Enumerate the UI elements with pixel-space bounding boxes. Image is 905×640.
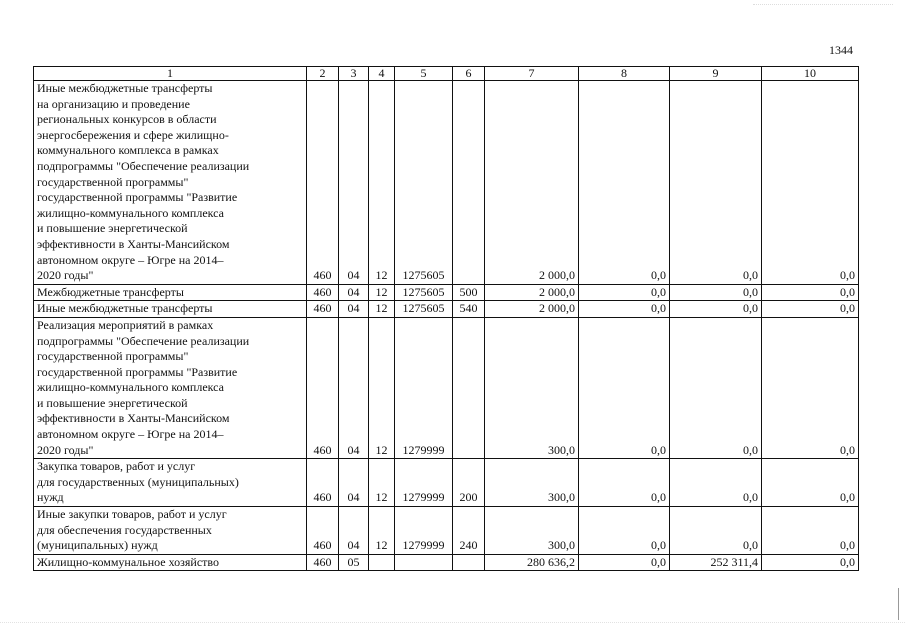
amount-col-9: 252 311,4 <box>670 554 762 571</box>
row-name-line: жилищно-коммунального комплекса <box>37 205 224 220</box>
target-article-code: 1275605 <box>395 81 453 285</box>
expense-type-code: 240 <box>453 507 485 555</box>
target-article-code: 1279999 <box>395 507 453 555</box>
amount-col-9: 0,0 <box>670 507 762 555</box>
row-name-cell <box>34 554 307 571</box>
target-article-code: 1275605 <box>395 301 453 318</box>
header-cell-7: 7 <box>485 67 579 81</box>
table-header-row <box>34 67 859 81</box>
row-name-line: эффективности в Ханты-Мансийском <box>37 236 230 251</box>
row-name-line: 2020 годы" <box>37 268 94 283</box>
article-code: 460 <box>307 81 339 285</box>
amount-col-9: 0,0 <box>670 317 762 458</box>
article-code: 460 <box>307 301 339 318</box>
section-code: 04 <box>339 459 369 507</box>
article-code: 460 <box>307 317 339 458</box>
row-name-line: Иные закупки товаров, работ и услуг <box>37 507 227 522</box>
table-row <box>34 81 859 285</box>
amount-col-10: 0,0 <box>762 284 859 301</box>
amount-col-7: 2 000,0 <box>485 301 579 318</box>
row-name-line: жилищно-коммунального комплекса <box>37 380 224 395</box>
header-cell-6: 6 <box>453 67 485 81</box>
table-row <box>34 554 859 571</box>
section-code: 05 <box>339 554 369 571</box>
header-cell-10: 10 <box>762 67 859 81</box>
scan-artifact-bottom <box>0 622 905 624</box>
row-name-cell <box>34 317 307 458</box>
row-name-line: эффективности в Ханты-Мансийском <box>37 411 230 426</box>
article-code: 460 <box>307 459 339 507</box>
row-name-line: Закупка товаров, работ и услуг <box>37 459 196 474</box>
row-name-line: 2020 годы" <box>37 442 94 457</box>
budget-table <box>33 66 859 571</box>
row-name-cell <box>34 507 307 555</box>
amount-col-7: 300,0 <box>485 317 579 458</box>
row-name-line: нужд <box>37 490 64 505</box>
section-code: 04 <box>339 301 369 318</box>
row-name-line: Иные межбюджетные трансферты <box>37 301 213 316</box>
row-name-line: Реализация мероприятий в рамках <box>37 317 214 332</box>
expense-type-code: 200 <box>453 459 485 507</box>
expense-type-code: 540 <box>453 301 485 318</box>
subsection-code: 12 <box>369 284 395 301</box>
subsection-code: 12 <box>369 507 395 555</box>
amount-col-10: 0,0 <box>762 317 859 458</box>
amount-col-8: 0,0 <box>579 507 670 555</box>
amount-col-7: 2 000,0 <box>485 81 579 285</box>
header-cell-4: 4 <box>369 67 395 81</box>
article-code: 460 <box>307 284 339 301</box>
row-name-line: коммунального комплекса в рамках <box>37 143 219 158</box>
row-name-line: государственной программы "Развитие <box>37 364 238 379</box>
table-row <box>34 317 859 458</box>
row-name-line: государственной программы" <box>37 174 189 189</box>
target-article-code: 1279999 <box>395 459 453 507</box>
amount-col-8: 0,0 <box>579 301 670 318</box>
row-name-line: государственной программы "Развитие <box>37 190 238 205</box>
target-article-code: 1279999 <box>395 317 453 458</box>
scan-artifact-edge <box>898 588 899 620</box>
amount-col-7: 300,0 <box>485 507 579 555</box>
header-cell-2: 2 <box>307 67 339 81</box>
section-code: 04 <box>339 81 369 285</box>
row-name-line: и повышение энергетической <box>37 221 188 236</box>
row-name-line: энергосбережения и сфере жилищно- <box>37 127 229 142</box>
row-name-cell <box>34 301 307 318</box>
table-row <box>34 301 859 318</box>
row-name-line: Жилищно-коммунальное хозяйство <box>37 554 220 569</box>
row-name-line: и повышение энергетической <box>37 395 188 410</box>
subsection-code: 12 <box>369 81 395 285</box>
amount-col-10: 0,0 <box>762 459 859 507</box>
subsection-code: 12 <box>369 317 395 458</box>
row-name-line: на организацию и проведение <box>37 96 190 111</box>
amount-col-8: 0,0 <box>579 554 670 571</box>
row-name-cell <box>34 81 307 285</box>
row-name-line: подпрограммы "Обеспечение реализации <box>37 158 250 173</box>
table-body <box>34 67 859 571</box>
row-name-line: автономном округе – Югре на 2014– <box>37 427 224 442</box>
expense-type-code <box>453 554 485 571</box>
table-row <box>34 459 859 507</box>
amount-col-8: 0,0 <box>579 81 670 285</box>
article-code: 460 <box>307 507 339 555</box>
amount-col-10: 0,0 <box>762 81 859 285</box>
target-article-code: 1275605 <box>395 284 453 301</box>
amount-col-9: 0,0 <box>670 459 762 507</box>
expense-type-code <box>453 81 485 285</box>
row-name-cell <box>34 459 307 507</box>
amount-col-7: 280 636,2 <box>485 554 579 571</box>
amount-col-8: 0,0 <box>579 317 670 458</box>
header-cell-3: 3 <box>339 67 369 81</box>
section-code: 04 <box>339 284 369 301</box>
target-article-code <box>395 554 453 571</box>
row-name-line: автономном округе – Югре на 2014– <box>37 252 224 267</box>
row-name-line: подпрограммы "Обеспечение реализации <box>37 333 250 348</box>
row-name-line: (муниципальных) нужд <box>37 538 158 553</box>
amount-col-10: 0,0 <box>762 507 859 555</box>
header-cell-1: 1 <box>34 67 307 81</box>
row-name-line: государственной программы" <box>37 349 189 364</box>
article-code: 460 <box>307 554 339 571</box>
row-name-line: для государственных (муниципальных) <box>37 474 239 489</box>
row-name-cell <box>34 284 307 301</box>
header-cell-9: 9 <box>670 67 762 81</box>
amount-col-9: 0,0 <box>670 301 762 318</box>
subsection-code <box>369 554 395 571</box>
row-name-line: для обеспечения государственных <box>37 522 212 537</box>
section-code: 04 <box>339 317 369 458</box>
header-cell-5: 5 <box>395 67 453 81</box>
row-name-line: Иные межбюджетные трансферты <box>37 81 213 95</box>
subsection-code: 12 <box>369 459 395 507</box>
table-row <box>34 284 859 301</box>
header-cell-8: 8 <box>579 67 670 81</box>
scan-artifact-top <box>753 0 893 5</box>
amount-col-9: 0,0 <box>670 284 762 301</box>
subsection-code: 12 <box>369 301 395 318</box>
expense-type-code <box>453 317 485 458</box>
table-row <box>34 507 859 555</box>
row-name-line: региональных конкурсов в области <box>37 112 217 127</box>
section-code: 04 <box>339 507 369 555</box>
amount-col-9: 0,0 <box>670 81 762 285</box>
amount-col-10: 0,0 <box>762 554 859 571</box>
amount-col-8: 0,0 <box>579 284 670 301</box>
amount-col-10: 0,0 <box>762 301 859 318</box>
amount-col-7: 300,0 <box>485 459 579 507</box>
page-number: 1344 <box>829 43 853 57</box>
amount-col-7: 2 000,0 <box>485 284 579 301</box>
row-name-line: Межбюджетные трансферты <box>37 284 184 299</box>
amount-col-8: 0,0 <box>579 459 670 507</box>
expense-type-code: 500 <box>453 284 485 301</box>
